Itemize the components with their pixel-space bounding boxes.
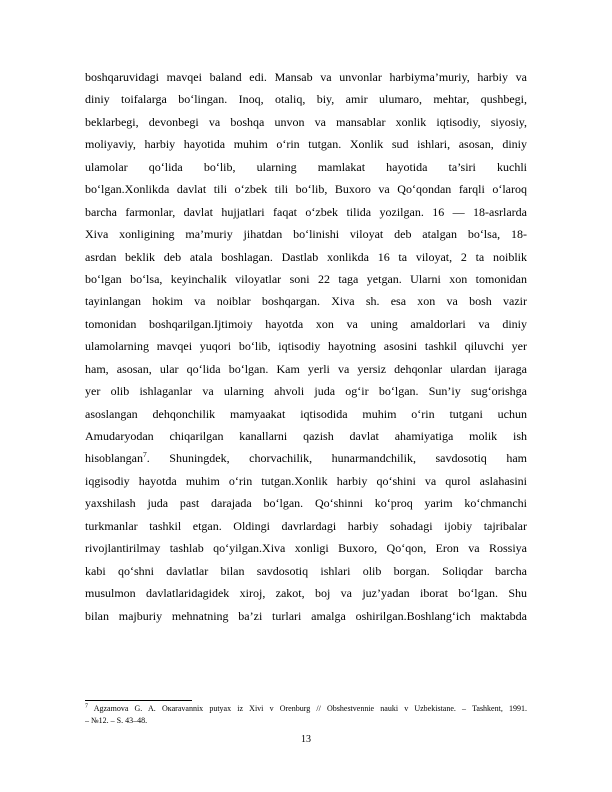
body-line: tayinlangan hokim va noiblar boshqargan. Xiva sh. esa xon va bosh vazir [85, 294, 527, 309]
footnote-line: – №12. – S. 43–48. [85, 716, 148, 725]
body-line: asoslangan dehqonchilik mamyaakat iqtisodida muhim o‘rin tutgani uchun [85, 406, 527, 421]
body-line: Amudaryodan chiqarilgan kanallarni qazish davlat ahamiyatiga molik ish [85, 429, 527, 443]
body-line: boshqaruvidagi mavqei baland edi. Mansab va unvonlar harbiyma’muriy, harbiy va [85, 70, 527, 84]
body-line-rest: . Shuningdek, chorvachilik, hunarmandchilik, savdosotiq ham [146, 451, 527, 466]
footnote [85, 703, 527, 727]
body-line: beklarbegi, devonbegi va boshqa unvon va mansablar xonlik iqtisodiy, siyosiy, [85, 114, 527, 129]
footnote-divider [85, 700, 192, 701]
footnote-number: 7 [85, 703, 88, 710]
body-line: asrdan beklik deb atala boshlagan. Dastlab xonlikda 16 ta viloyat, 2 ta noiblik [85, 249, 527, 264]
body-line: diniy toifalarga bo‘lingan. Inoq, otaliq, biy, amir ulumaro, mehtar, qushbegi, [85, 92, 527, 107]
body-line: bo‘lgan.Xonlikda davlat tili o‘zbek tili bo‘lib, Buxoro va Qo‘qondan farqli o‘laroq [85, 182, 527, 197]
footnote-reference[interactable]: 7 [143, 450, 147, 460]
body-line: yaxshilash juda past darajada bo‘lgan. Qo‘shinni ko‘proq yarim ko‘chmanchi [85, 496, 527, 511]
body-line: Xiva xonligining ma’muriy jihatdan bo‘linishi viloyat deb atalgan bo‘lsa, 18- [85, 227, 527, 242]
body-line: kabi qo‘shni davlatlar bilan savdosotiq ishlari olib borgan. Soliqdar barcha [85, 563, 527, 578]
body-line: yer olib ishlaganlar va ularning ahvoli juda og‘ir bo‘lgan. Sun’iy sug‘orishga [85, 384, 527, 399]
body-line: bo‘lgan bo‘lsa, keyinchalik viloyatlar soni 22 taga yetgan. Ularni xon tomonidan [85, 271, 527, 286]
body-line: barcha farmonlar, davlat hujjatlari faqat o‘zbek tilida yozilgan. 16 — 18-asrlarda [85, 204, 527, 219]
body-line-start: hisoblangan [85, 451, 143, 466]
body-line: moliyaviy, harbiy hayotida muhim o‘rin tutgan. Xonlik sud ishlari, asosan, diniy [85, 137, 527, 152]
body-line: ham, asosan, ular qo‘lida bo‘lgan. Kam yerli va yersiz dehqonlar ulardan ijaraga [85, 361, 527, 376]
body-line: iqgisodiy hayotda muhim o‘rin tutgan.Xonlik harbiy qo‘shini va qurol aslahasini [85, 473, 527, 488]
body-line: musulmon davlatlaridagidek xiroj, zakot, boj va juz’yadan iborat bo‘lgan. Shu [85, 586, 527, 601]
footnote-line [85, 703, 527, 715]
document-body [85, 66, 527, 627]
page-number: 13 [301, 734, 311, 745]
footnote-text: Agzamova G. A. Oкaravannix putyax iz Xivi v Orenburg // Obshestvennie nauki v Uzbekistane. – Tashkent, 1991. [88, 704, 527, 713]
body-line: rivojlantirilmay tashlab qo‘yilgan.Xiva xonligi Buxoro, Qo‘qon, Eron va Rossiya [85, 541, 527, 556]
body-line-with-footnote-ref [85, 447, 527, 469]
body-line: bilan majburiy mehnatning ba’zi turlari amalga oshirilgan.Boshlang‘ich maktabda [85, 608, 527, 623]
body-line: ulamolar qo‘lida bo‘lib, ularning mamlakat hayotida ta’siri kuchli [85, 159, 527, 174]
body-line: turkmanlar tashkil etgan. Oldingi davrlardagi harbiy sohadagi ijobiy tajribalar [85, 518, 527, 533]
body-line: tomonidan boshqarilgan.Ijtimoiy hayotda xon va uning amaldorlari va diniy [85, 316, 527, 331]
body-line: ulamolarning mavqei yuqori bo‘lib, iqtisodiy hayotning asosini tashkil qiluvchi yer [85, 339, 527, 354]
